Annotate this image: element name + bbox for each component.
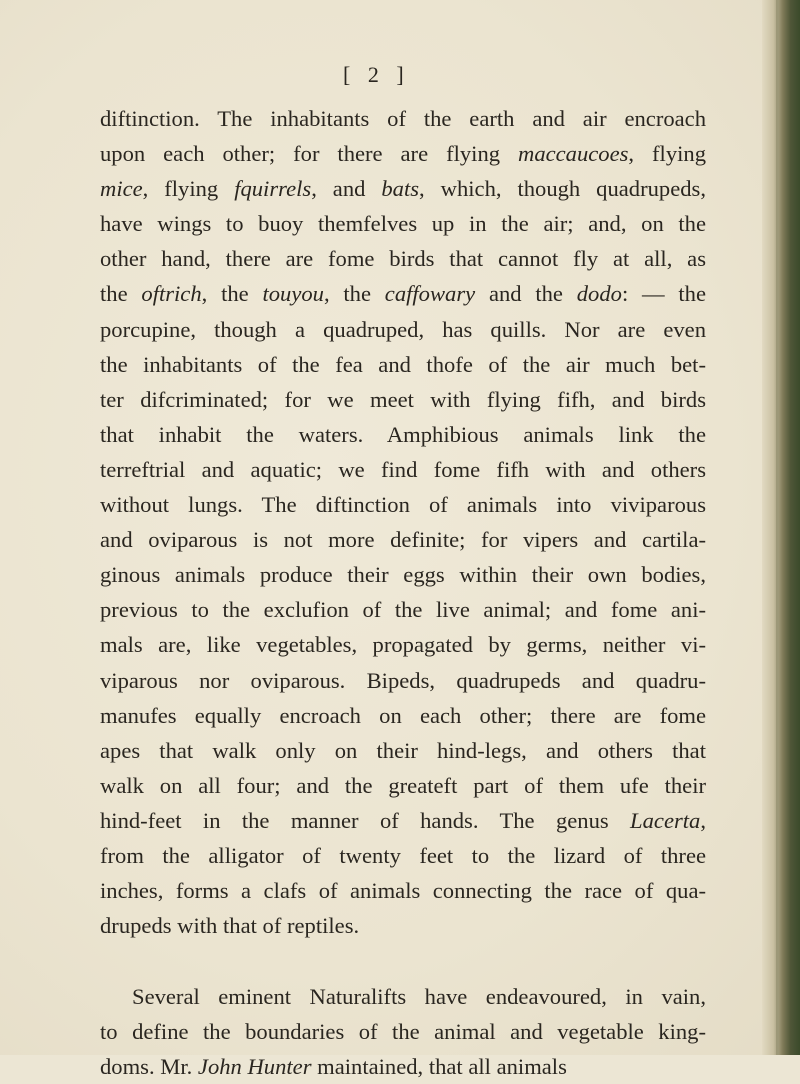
text-run: the inhabitants of the fea and thofe of the air much bet- xyxy=(100,351,706,377)
text-line xyxy=(100,452,706,487)
text-run: ginous animals produce their eggs within their own bodies, xyxy=(100,562,706,588)
text-line xyxy=(100,241,706,276)
text-line xyxy=(100,979,706,1014)
text-line xyxy=(100,487,706,522)
italic-run: caffowary xyxy=(384,281,476,307)
text-run: maintained, that all animals xyxy=(311,1053,567,1079)
italic-run: maccaucoes xyxy=(518,141,629,167)
text-line xyxy=(100,312,706,347)
paragraph-1 xyxy=(100,101,706,943)
text-run: have wings to buoy themfelves up in the air; and, on the xyxy=(100,211,706,237)
text-run: , and xyxy=(311,176,382,202)
text-line xyxy=(100,803,706,838)
text-run: diftinction. The inhabitants of the earth and air encroach xyxy=(100,106,706,131)
text-run: and the xyxy=(475,281,577,307)
text-run: viparous nor oviparous. Bipeds, quadrupeds and quadru- xyxy=(100,667,706,693)
text-run: walk on all four; and the greateft part of them ufe their xyxy=(100,772,706,798)
text-line xyxy=(100,1014,706,1049)
text-line xyxy=(100,557,706,592)
text-run: upon each other; for there are flying xyxy=(100,141,518,167)
text-run: porcupine, though a quadruped, has quills. Nor are even xyxy=(100,316,706,342)
text-run: , the xyxy=(201,281,263,307)
text-run: terreftrial and aquatic; we find fome fifh with and others xyxy=(100,456,706,482)
text-line xyxy=(100,873,706,908)
text-run: : — the xyxy=(621,281,706,307)
text-run: from the alligator of twenty feet to the lizard of three xyxy=(100,842,706,868)
text-line xyxy=(100,206,706,241)
italic-run: dodo xyxy=(576,281,622,307)
text-line xyxy=(100,908,706,943)
text-line xyxy=(100,276,706,311)
text-line xyxy=(100,347,706,382)
text-run: , which, though quadrupeds, xyxy=(419,176,706,202)
text-line xyxy=(100,417,706,452)
text-run: Several eminent Naturalifts have endeavoured, in vain, xyxy=(132,983,706,1009)
text-run: apes that walk only on their hind-legs, and others that xyxy=(100,737,706,763)
italic-run: Lacerta xyxy=(630,807,701,833)
text-run: inches, forms a clafs of animals connecting the race of qua- xyxy=(100,878,706,904)
text-run: and oviparous is not more definite; for vipers and cartila- xyxy=(100,527,706,553)
text-run: previous to the exclufion of the live animal; and fome ani- xyxy=(100,597,706,623)
italic-run: oftrich xyxy=(141,281,202,307)
text-line xyxy=(100,171,706,206)
text-run: , flying xyxy=(142,176,235,202)
text-run: other hand, there are fome birds that cannot fly at all, as xyxy=(100,246,706,272)
italic-run: fquirrels xyxy=(234,176,312,202)
text-line xyxy=(100,1049,706,1084)
text-line xyxy=(100,592,706,627)
text-line xyxy=(100,733,706,768)
italic-run: John Hunter xyxy=(197,1053,312,1079)
text-run: ter difcriminated; for we meet with flying fifh, and birds xyxy=(100,386,706,412)
text-run: drupeds with that of reptiles. xyxy=(100,913,360,939)
text-run: to define the boundaries of the animal and vegetable king- xyxy=(100,1018,706,1044)
text-run: the xyxy=(100,281,142,307)
text-line xyxy=(100,627,706,662)
italic-run: bats xyxy=(381,176,420,202)
text-line xyxy=(100,838,706,873)
text-run: manufes equally encroach on each other; there are fome xyxy=(100,702,706,728)
paragraph-2 xyxy=(100,979,706,1084)
italic-run: touyou xyxy=(262,281,324,307)
text-line xyxy=(100,136,706,171)
page-number: [ 2 ] xyxy=(343,62,410,87)
text-line xyxy=(100,768,706,803)
book-fore-edge xyxy=(762,0,800,1055)
text-run: , flying xyxy=(628,141,706,167)
text-line xyxy=(100,663,706,698)
italic-run: mice xyxy=(100,176,143,202)
text-run: mals are, like vegetables, propagated by germs, neither vi- xyxy=(100,632,706,658)
text-line xyxy=(100,101,706,136)
text-line xyxy=(100,382,706,417)
text-line xyxy=(100,698,706,733)
paragraph-gap xyxy=(100,943,706,979)
text-run: , xyxy=(700,807,706,833)
text-run: , the xyxy=(323,281,385,307)
text-run: doms. Mr. xyxy=(100,1053,198,1079)
text-run: that inhabit the waters. Amphibious animals link the xyxy=(100,421,706,447)
text-line xyxy=(100,522,706,557)
text-run: without lungs. The diftinction of animals into viviparous xyxy=(100,492,706,518)
text-run: hind-feet in the manner of hands. The genus xyxy=(100,807,631,833)
body-text xyxy=(100,101,706,1084)
